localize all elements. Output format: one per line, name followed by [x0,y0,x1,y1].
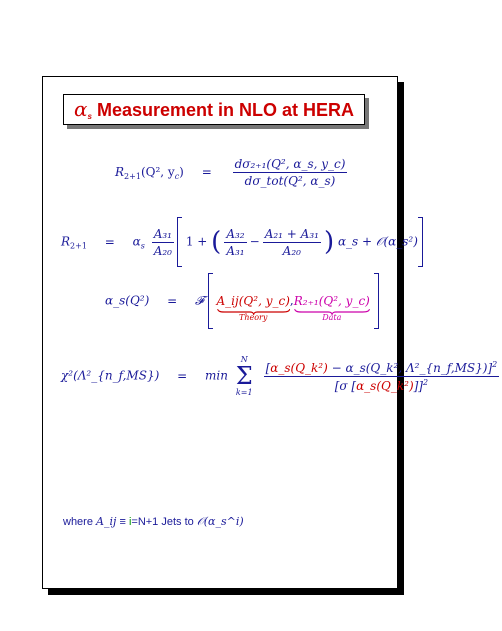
eq2-left-paren: ( [211,227,222,257]
eq3-comma: , [289,293,294,308]
eq2-a32: A₃₂ [226,226,245,241]
eq4-equals: = [177,368,188,383]
eq2-frac-a31-a20 [152,227,174,258]
eq3-data-expression: R₂₊₁(Q², y_c) [293,293,370,308]
eq2-equals: = [104,234,115,249]
eq4-sum-upper: N [240,355,248,364]
slide-title-box [63,94,365,125]
eq3-data-term [293,293,370,322]
eq4-sum [236,355,253,397]
eq1-lhs-args: (Q², y [140,165,175,179]
eq4-den-post: ]] [413,378,423,393]
eq4-min: min [204,368,228,383]
eq2-alpha-sub: s [140,241,145,251]
slide-title [73,97,354,121]
eq4-lhs: χ²(Λ²_{n_f,MS}) [61,368,160,383]
eq4-num-theory: α_s(Q_k²) [270,360,328,375]
eq3-lhs: α_s(Q²) [105,293,150,308]
eq2-frac-sum-a20 [263,227,321,258]
title-alpha: α [73,97,88,121]
eq4-num-sup: 2 [492,359,498,369]
eq2-alpha: α [132,234,141,249]
eq2-right-paren: ) [323,227,335,257]
equation-r21-definition [115,157,350,188]
eq1-numerator: dσ₂₊₁(Q², α_s, y_c) [234,157,346,171]
eq3-left-bracket [208,273,213,329]
eq1-equals: = [201,165,212,179]
eq1-lhs: R [115,165,125,179]
eq4-sigma: Σ [235,362,253,390]
eq2-tail: α_s + 𝒪(α_s²) [337,234,418,249]
equation-alpha-s-functional [105,273,379,329]
where-rest: =N+1 Jets to [131,516,197,528]
eq2-sum-numerator: A₂₁ + A₃₁ [264,226,319,241]
eq2-a31: A₃₁ [153,226,172,241]
eq2-minus: − [249,234,260,249]
eq1-lhs-close: ) [179,165,184,179]
data-label: Data [322,312,342,322]
eq4-den-pre: [σ [ [334,378,357,393]
eq1-lhs-sub: 2+1 [124,172,141,181]
where-aij: A_ij [96,515,117,528]
eq1-fraction [233,157,348,188]
eq3-theory-term [216,293,290,322]
eq3-functional: 𝓕 [195,293,204,308]
eq4-sum-lower: k=1 [235,388,253,397]
where-i: i [128,516,132,528]
title-text: Measurement in NLO at HERA [91,100,354,120]
eq4-fraction [264,360,500,393]
eq4-den-sup: 2 [423,377,429,387]
footnote-where [63,515,244,529]
where-order: 𝒪(α_s^i) [196,515,244,528]
eq2-left-bracket [177,217,182,267]
equation-r21-expansion [61,217,423,267]
where-equiv: ≡ [116,516,129,528]
eq2-a20b: A₂₀ [282,243,301,258]
eq2-lhs-sub: 2+1 [70,241,87,251]
eq4-numerator: [α_s(Q_k²) − α_s(Q_k², Λ²_{n_f,MS})]$^2$ [265,359,498,375]
eq3-equals: = [167,293,178,308]
eq2-a20: A₂₀ [153,243,172,258]
eq4-num-rest: − α_s(Q_k², Λ²_{n_f,MS}) [327,360,488,375]
eq3-right-bracket [374,273,379,329]
eq2-frac-a32-a31 [224,227,246,258]
eq2-a31b: A₃₁ [226,243,245,258]
eq2-lhs: R [61,234,71,249]
where-text: where [63,516,97,528]
eq2-one-plus: 1 + [185,234,208,249]
equation-chi-square [61,355,502,397]
eq4-den-theory: α_s(Q_k²) [356,378,414,393]
title-alpha-sub: s [87,112,92,121]
theory-label: Theory [239,312,268,322]
eq3-theory-expression: A_ij(Q², y_c) [216,293,290,308]
eq4-denominator [333,377,430,393]
eq2-right-bracket [418,217,423,267]
eq1-lhs-args-sub: c [174,172,180,181]
eq1-denominator: dσ_tot(Q², α_s) [244,174,336,188]
